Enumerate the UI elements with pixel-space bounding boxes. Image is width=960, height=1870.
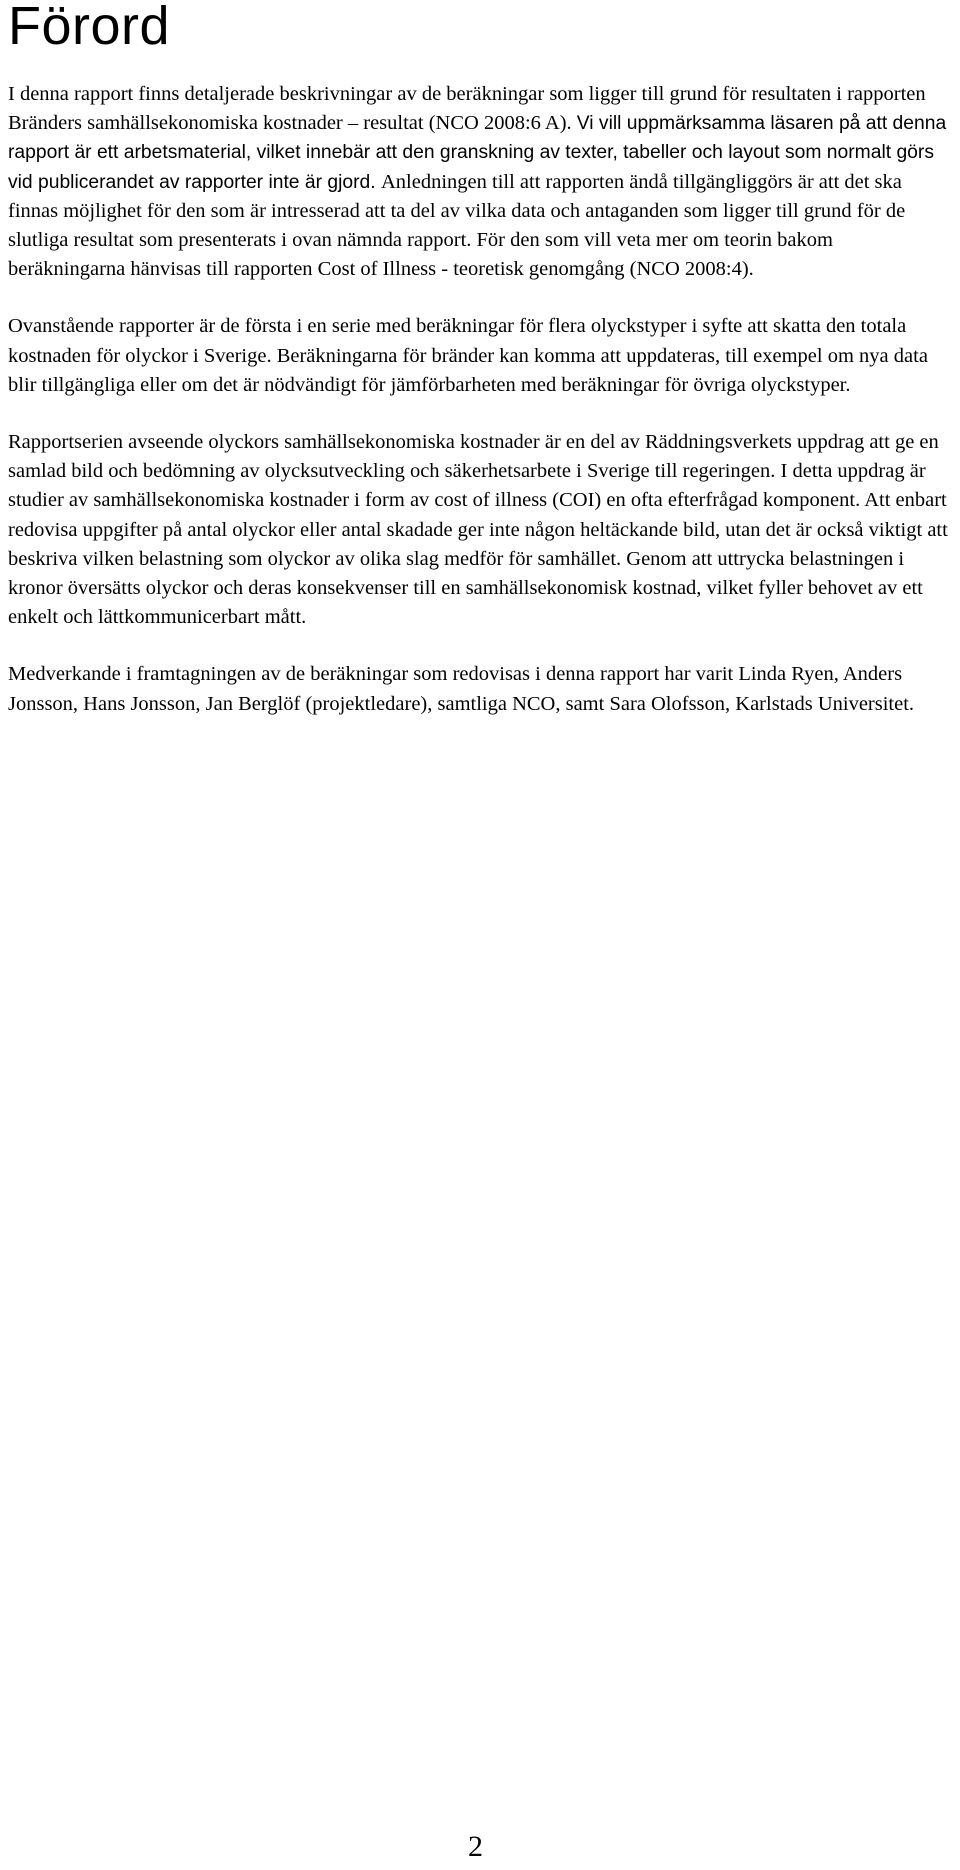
- page-number: 2: [468, 1830, 483, 1863]
- paragraph-intro: [8, 80, 948, 284]
- contributors-text: Medverkande i framtagningen av de beräkningar som redovisas i denna rapport har varit Linda Ryen, Anders Jonsson, Hans Jonsson, Jan Berglöf (projektledare), samtliga NCO, samt Sara Olofsson, Karlstads Universitet.: [8, 663, 915, 715]
- paragraph-series: [8, 312, 948, 400]
- intro-sentence-serif-continued: Anledningen till att rapporten ändå tillgängliggörs är att det ska finnas möjlighet för den som är intresserad att ta del av vilka data och antaganden som ligger till grund för de slutliga resultat som presenterats i ovan nämnda rapport. För den som vill veta mer om teorin bakom beräkningarna hänvisas till rapporten Cost of Illness - teoretisk genomgång (NCO 2008:4).: [8, 170, 906, 281]
- paragraph-contributors: [8, 660, 948, 718]
- foreword-body: [8, 80, 948, 747]
- intro-sentence-sans: Vi vill uppmärksamma läsaren på att denna rapport är ett arbetsmaterial, vilket innebär att den granskning av texter, tabeller och layout som normalt görs vid publicerandet av rapporter inte är gjord.: [8, 113, 947, 193]
- intro-sentence-serif: I denna rapport finns detaljerade beskrivningar av de beräkningar som ligger till grund för resultaten i rapporten Bränders samhällsekonomiska kostnader – resultat (NCO 2008:6 A).: [8, 83, 926, 135]
- paragraph-report-series: [8, 428, 948, 632]
- page-heading: Förord: [8, 0, 171, 56]
- report-series-text: Rapportserien avseende olyckors samhällsekonomiska kostnader är en del av Räddningsverkets uppdrag att ge en samlad bild och bedömning av olycksutveckling och säkerhetsarbete i Sverige till regeringen. I detta uppdrag är studier av samhällsekonomiska kostnader i form av cost of illness (COI) en ofta efterfrågad komponent. Att enbart redovisa uppgifter på antal olyckor eller antal skadade ger inte någon heltäckande bild, utan det är också viktigt att beskriva vilken belastning som olyckor av olika slag medför för samhället. Genom att uttrycka belastningen i kronor översätts olyckor och deras konsekvenser till en samhällsekonomisk kostnad, vilket fyller behovet av ett enkelt och lättkommunicerbart mått.: [8, 431, 948, 629]
- series-text: Ovanstående rapporter är de första i en serie med beräkningar för flera olyckstyper i syfte att skatta den totala kostnaden för olyckor i Sverige. Beräkningarna för bränder kan komma att uppdateras, till exempel om nya data blir tillgängliga eller om det är nödvändigt för jämförbarheten med beräkningar för övriga olyckstyper.: [8, 315, 928, 396]
